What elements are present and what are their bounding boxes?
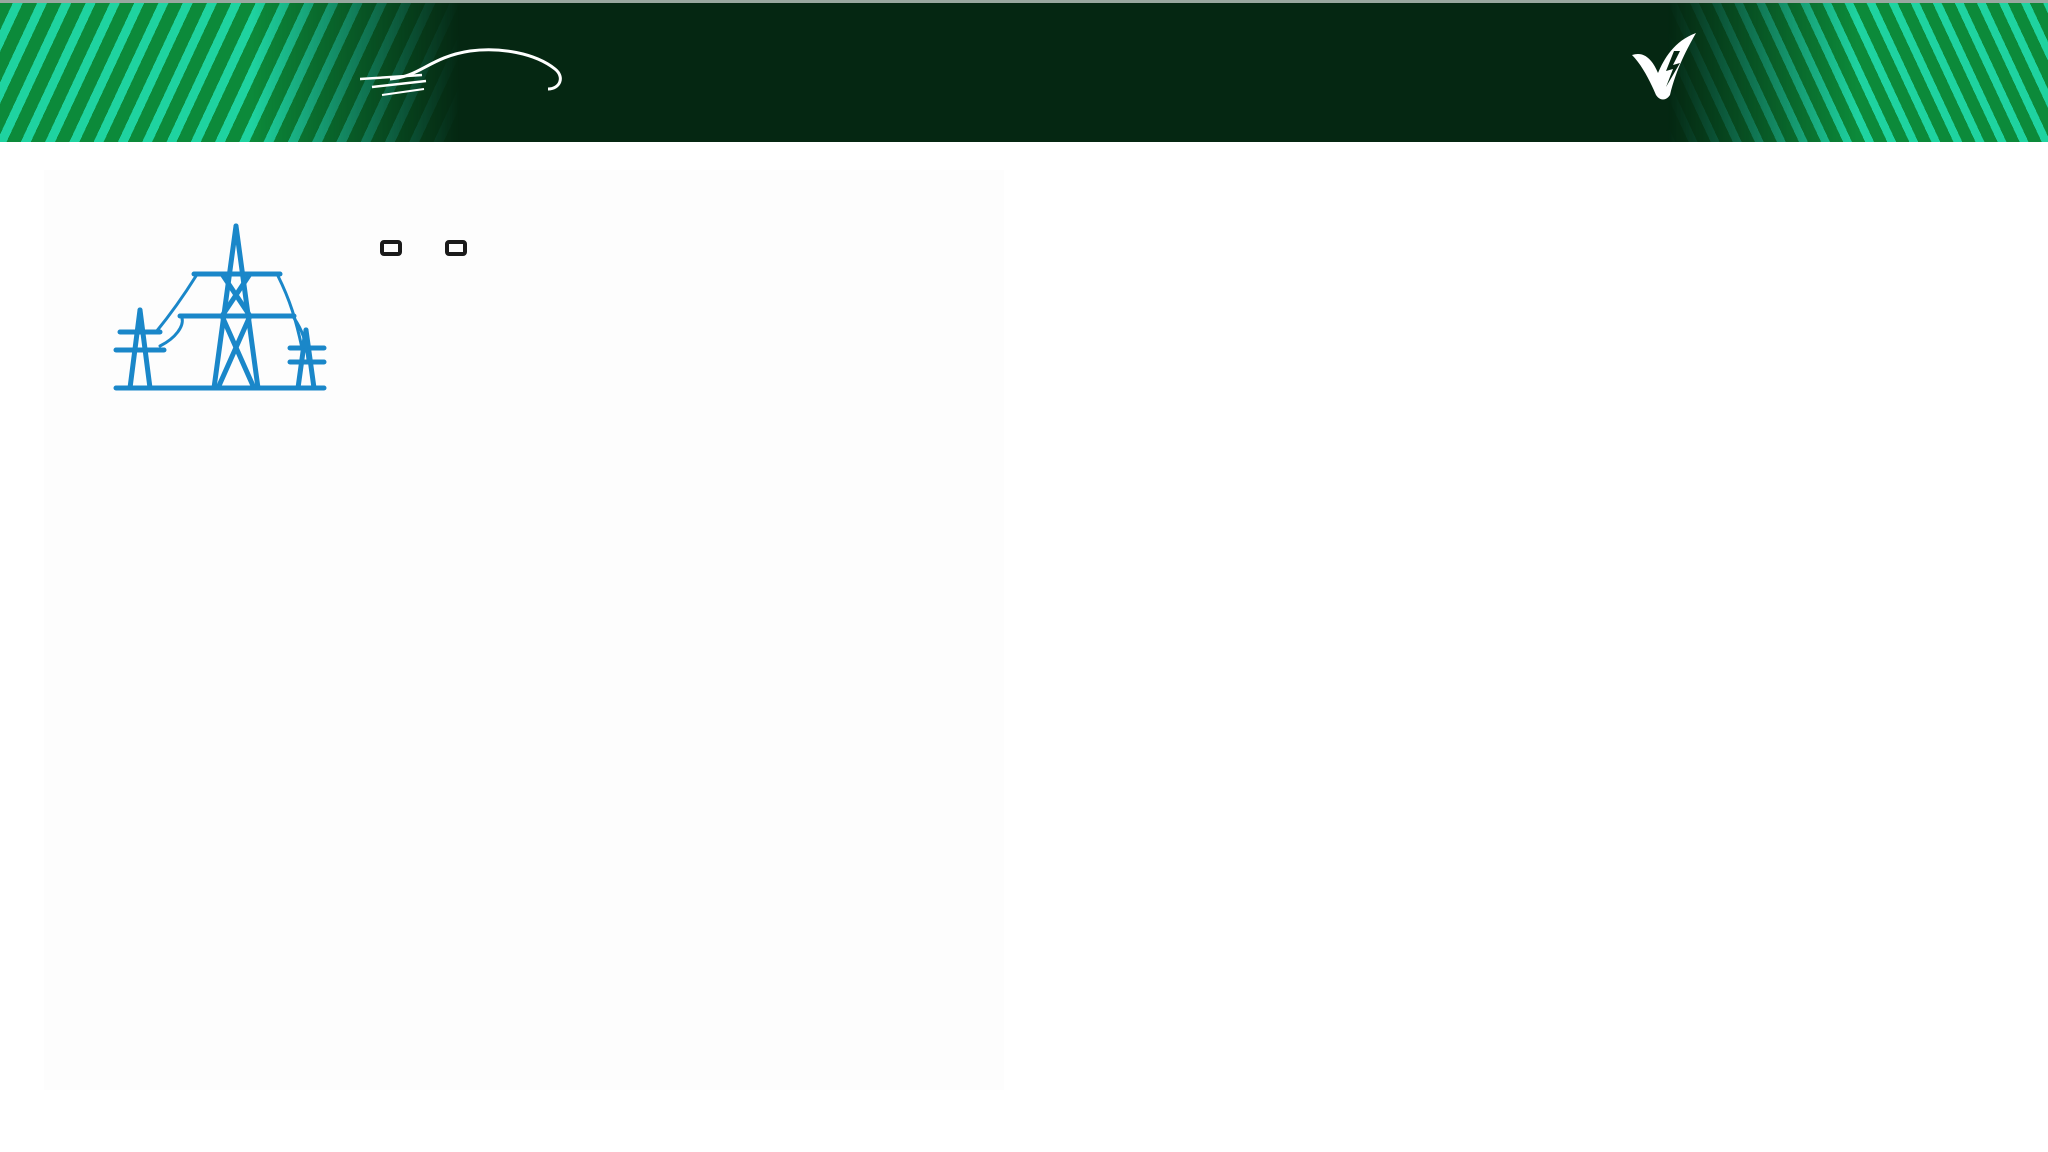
header-banner bbox=[0, 0, 2048, 142]
energy-flow-diagram bbox=[44, 170, 1004, 1090]
header-stripes-right bbox=[1668, 3, 2048, 142]
vgreen-v-logo-icon bbox=[1630, 29, 1700, 101]
power-tower-icon bbox=[116, 226, 324, 388]
fast-car-logo-icon bbox=[360, 43, 570, 113]
diagram-graphics bbox=[44, 170, 1004, 1090]
battery-icon bbox=[382, 242, 465, 254]
